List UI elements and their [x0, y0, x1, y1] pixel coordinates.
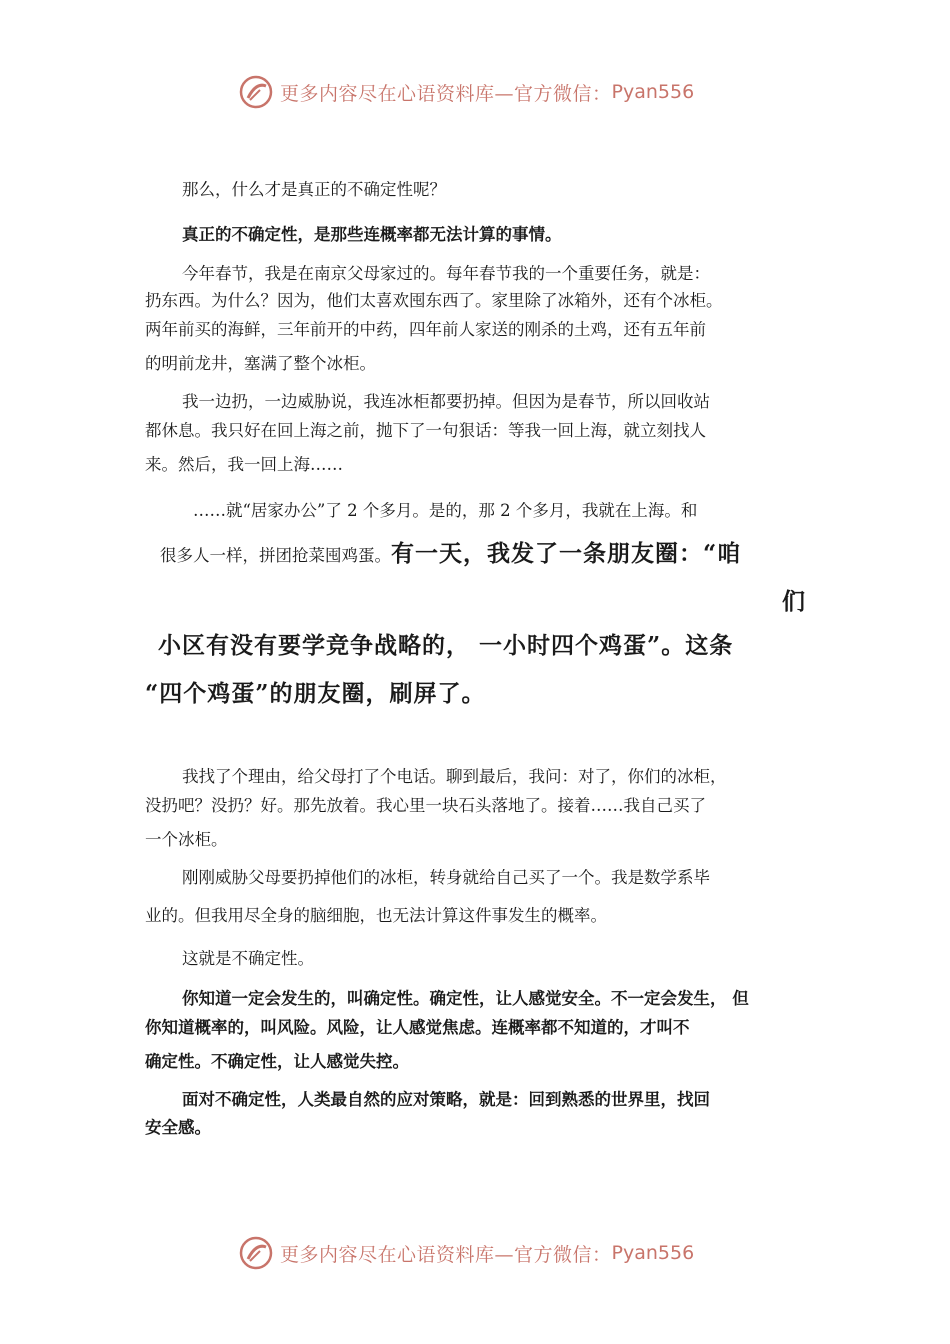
paragraph-home-5: “四个鸡蛋”的朋友圈，刷屏了。 — [145, 680, 486, 707]
paragraph-this-is: 这就是不确定性。 — [182, 949, 314, 968]
paragraph-certainty-2: 你知道概率的，叫风险。风险，让人感觉焦虑。连概率都不知道的，才叫不 — [145, 1018, 690, 1037]
paragraph-home-3: 们 — [782, 588, 806, 615]
paragraph-certainty-1: 你知道一定会发生的，叫确定性。确定性，让人感觉安全。不一定会发生， 但 — [182, 989, 749, 1008]
paragraph-spring-3: 两年前买的海鲜，三年前开的中药，四年前人家送的刚杀的土鸡，还有五年前 — [145, 320, 706, 339]
brand-logo-icon — [238, 1235, 274, 1271]
paragraph-home-2-big: 有一天，我发了一条朋友圈：“咱 — [391, 540, 742, 567]
paragraph-spring-4: 的明前龙井，塞满了整个冰柜。 — [145, 354, 376, 373]
paragraph-question: 那么，什么才是真正的不确定性呢？ — [182, 180, 446, 199]
watermark-text: 更多内容尽在心语资料库—官方微信： — [280, 82, 612, 105]
paragraph-home-2 — [160, 535, 741, 568]
watermark-top — [238, 74, 694, 110]
paragraph-call-3: 一个冰柜。 — [145, 830, 228, 849]
paragraph-home-1: ……就“居家办公”了 2 个多月。是的，那 2 个多月，我就在上海。和 — [193, 501, 698, 520]
paragraph-threat-1: 我一边扔，一边威胁说，我连冰柜都要扔掉。但因为是春节，所以回收站 — [182, 392, 710, 411]
paragraph-home-2-normal: 很多人一样，拼团抢菜囤鸡蛋。 — [160, 546, 391, 565]
paragraph-threat-2: 都休息。我只好在回上海之前，抛下了一句狠话：等我一回上海，就立刻找人 — [145, 421, 706, 440]
paragraph-strategy-2: 安全感。 — [145, 1118, 211, 1137]
watermark-id: Pyan556 — [611, 81, 695, 103]
paragraph-call-2: 没扔吧？没扔？好。那先放着。我心里一块石头落地了。接着……我自己买了 — [145, 796, 706, 815]
paragraph-math-1: 刚刚威胁父母要扔掉他们的冰柜，转身就给自己买了一个。我是数学系毕 — [182, 868, 710, 887]
paragraph-certainty-3: 确定性。不确定性，让人感觉失控。 — [145, 1052, 409, 1071]
brand-logo-icon — [238, 74, 274, 110]
paragraph-home-4: 小区有没有要学竞争战略的， 一小时四个鸡蛋”。这条 — [158, 632, 734, 659]
paragraph-strategy-1: 面对不确定性，人类最自然的应对策略，就是：回到熟悉的世界里，找回 — [182, 1090, 710, 1109]
paragraph-math-2: 业的。但我用尽全身的脑细胞，也无法计算这件事发生的概率。 — [145, 906, 607, 925]
paragraph-threat-3: 来。然后，我一回上海…… — [145, 455, 343, 474]
watermark-id: Pyan556 — [611, 1242, 695, 1264]
paragraph-call-1: 我找了个理由，给父母打了个电话。聊到最后，我问：对了，你们的冰柜， — [182, 767, 727, 786]
paragraph-spring-1: 今年春节，我是在南京父母家过的。每年春节我的一个重要任务，就是： — [182, 264, 710, 283]
watermark-text: 更多内容尽在心语资料库—官方微信： — [280, 1243, 612, 1266]
paragraph-spring-2: 扔东西。为什么？因为，他们太喜欢囤东西了。家里除了冰箱外，还有个冰柜。 — [145, 291, 723, 310]
paragraph-definition: 真正的不确定性，是那些连概率都无法计算的事情。 — [182, 225, 562, 244]
watermark-bottom — [238, 1235, 694, 1271]
